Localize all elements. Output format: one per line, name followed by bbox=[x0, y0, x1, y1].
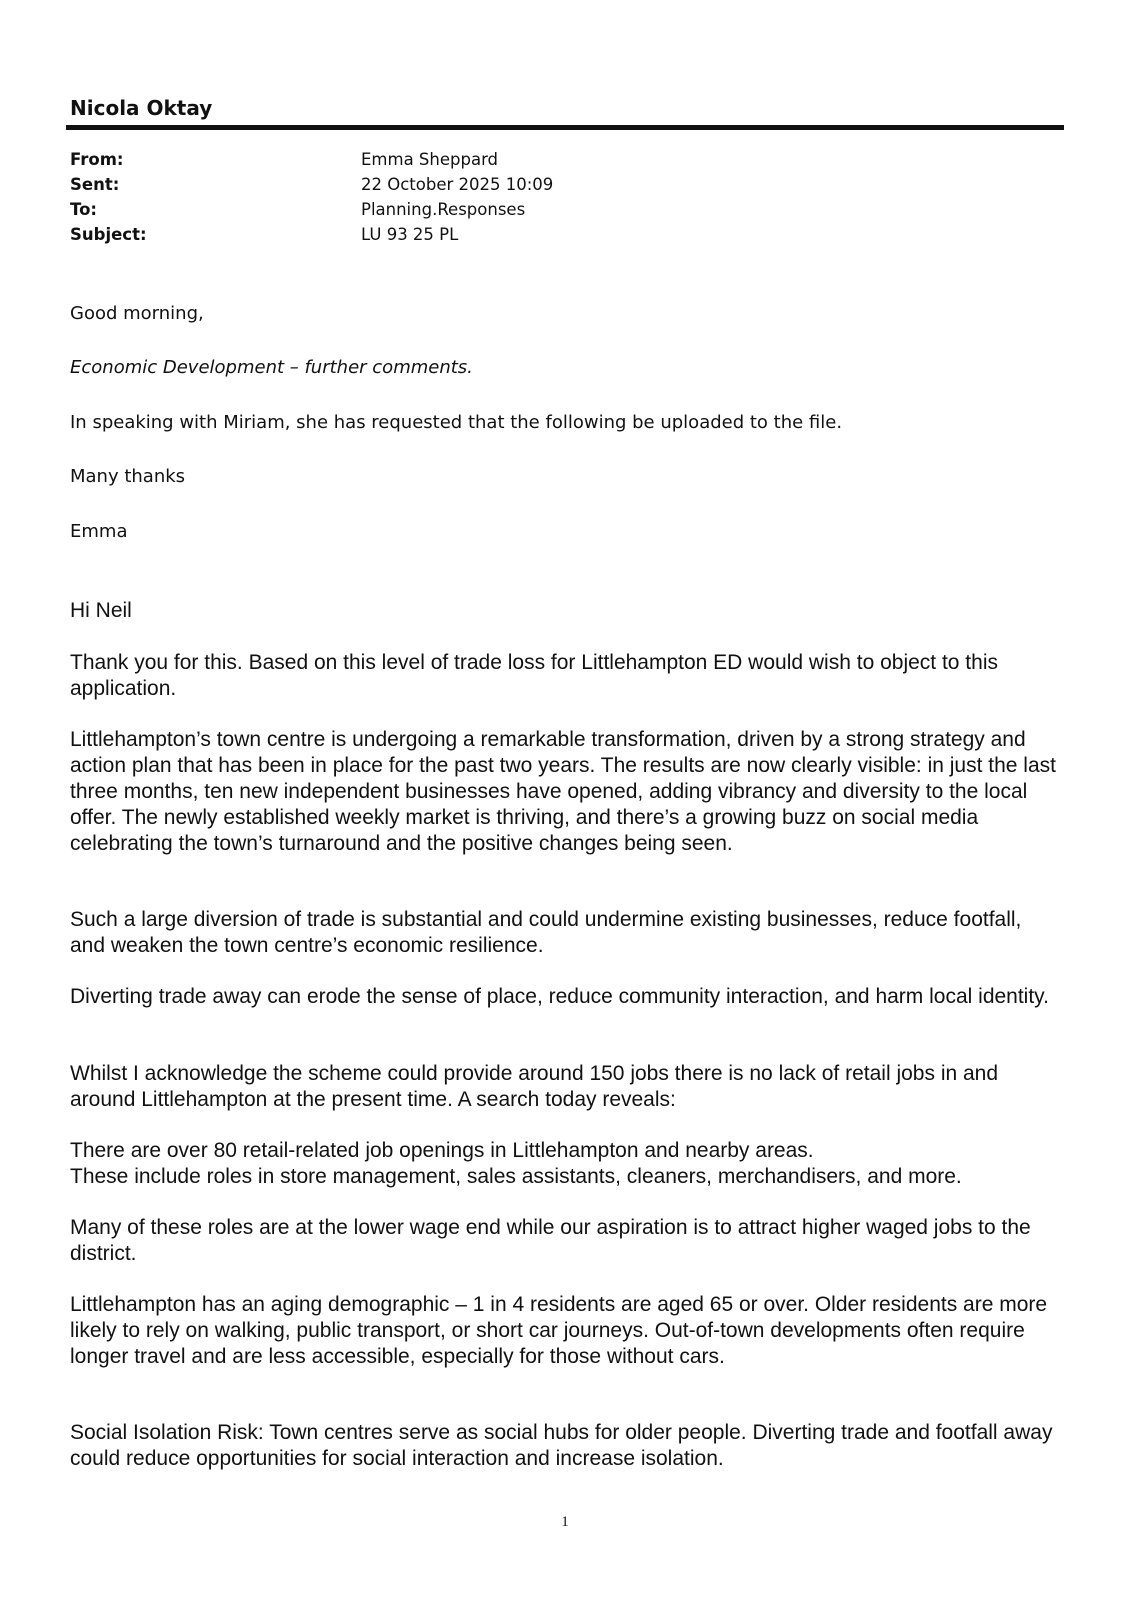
header-from bbox=[70, 150, 770, 174]
body-paragraph: Such a large diversion of trade is substantial and could undermine existing businesses, reduce footfall, and weaken the town centre’s economic resilience. bbox=[70, 908, 1022, 957]
body-paragraph: Littlehampton’s town centre is undergoing a remarkable transformation, driven by a strong strategy and action plan that has been in place for the past two years. The results are now clearly visible: in just the last three months, ten new independent businesses have opened, adding vibrancy and diversity to the local offer. The newly established weekly market is thriving, and there’s a growing buzz on social media celebrating the town’s turnaround and the positive changes being seen. bbox=[70, 728, 1056, 855]
body-paragraph: Social Isolation Risk: Town centres serve as social hubs for older people. Diverting trade and footfall away could reduce opportunities for social interaction and increase isolation. bbox=[70, 1421, 1053, 1470]
header-label: Sent: bbox=[70, 175, 120, 194]
header-value: 22 October 2025 10:09 bbox=[361, 175, 554, 194]
body-paragraph: There are over 80 retail-related job openings in Littlehampton and nearby areas. bbox=[70, 1139, 814, 1162]
forwarded-greeting: Hi Neil bbox=[70, 599, 132, 622]
body-paragraph: Littlehampton has an aging demographic – 1 in 4 residents are aged 65 or over. Older residents are more likely to rely on walking, public transport, or short car journeys. Out-of-town developments often require longer travel and are less accessible, especially for those without cars. bbox=[70, 1293, 1048, 1368]
header-label: Subject: bbox=[70, 225, 147, 244]
header-label: From: bbox=[70, 150, 124, 169]
header-sent bbox=[70, 175, 770, 199]
page-number: 1 bbox=[561, 1514, 569, 1530]
header-value: Emma Sheppard bbox=[361, 150, 499, 169]
body-paragraph: Diverting trade away can erode the sense of place, reduce community interaction, and harm local identity. bbox=[70, 985, 1049, 1008]
intro-subject-line: Economic Development – further comments. bbox=[70, 357, 473, 378]
body-paragraph: These include roles in store management, sales assistants, cleaners, merchandisers, and more. bbox=[70, 1165, 962, 1188]
header-value: Planning.Responses bbox=[361, 200, 526, 219]
header-to bbox=[70, 200, 770, 224]
mailbox-owner-name: Nicola Oktay bbox=[70, 96, 213, 120]
header-value: LU 93 25 PL bbox=[361, 225, 459, 244]
body-paragraph: Whilst I acknowledge the scheme could provide around 150 jobs there is no lack of retail jobs in and around Littlehampton at the present time. A search today reveals: bbox=[70, 1062, 999, 1111]
intro-thanks: Many thanks bbox=[70, 466, 186, 487]
intro-signoff: Emma bbox=[70, 521, 128, 542]
intro-greeting: Good morning, bbox=[70, 303, 204, 324]
header-subject bbox=[70, 225, 770, 249]
header-rule bbox=[66, 125, 1064, 130]
header-label: To: bbox=[70, 200, 97, 219]
intro-request: In speaking with Miriam, she has requested that the following be uploaded to the file. bbox=[70, 412, 843, 433]
body-paragraph: Many of these roles are at the lower wage end while our aspiration is to attract higher waged jobs to the district. bbox=[70, 1216, 1031, 1265]
body-paragraph: Thank you for this. Based on this level of trade loss for Littlehampton ED would wish to object to this application. bbox=[70, 651, 998, 700]
